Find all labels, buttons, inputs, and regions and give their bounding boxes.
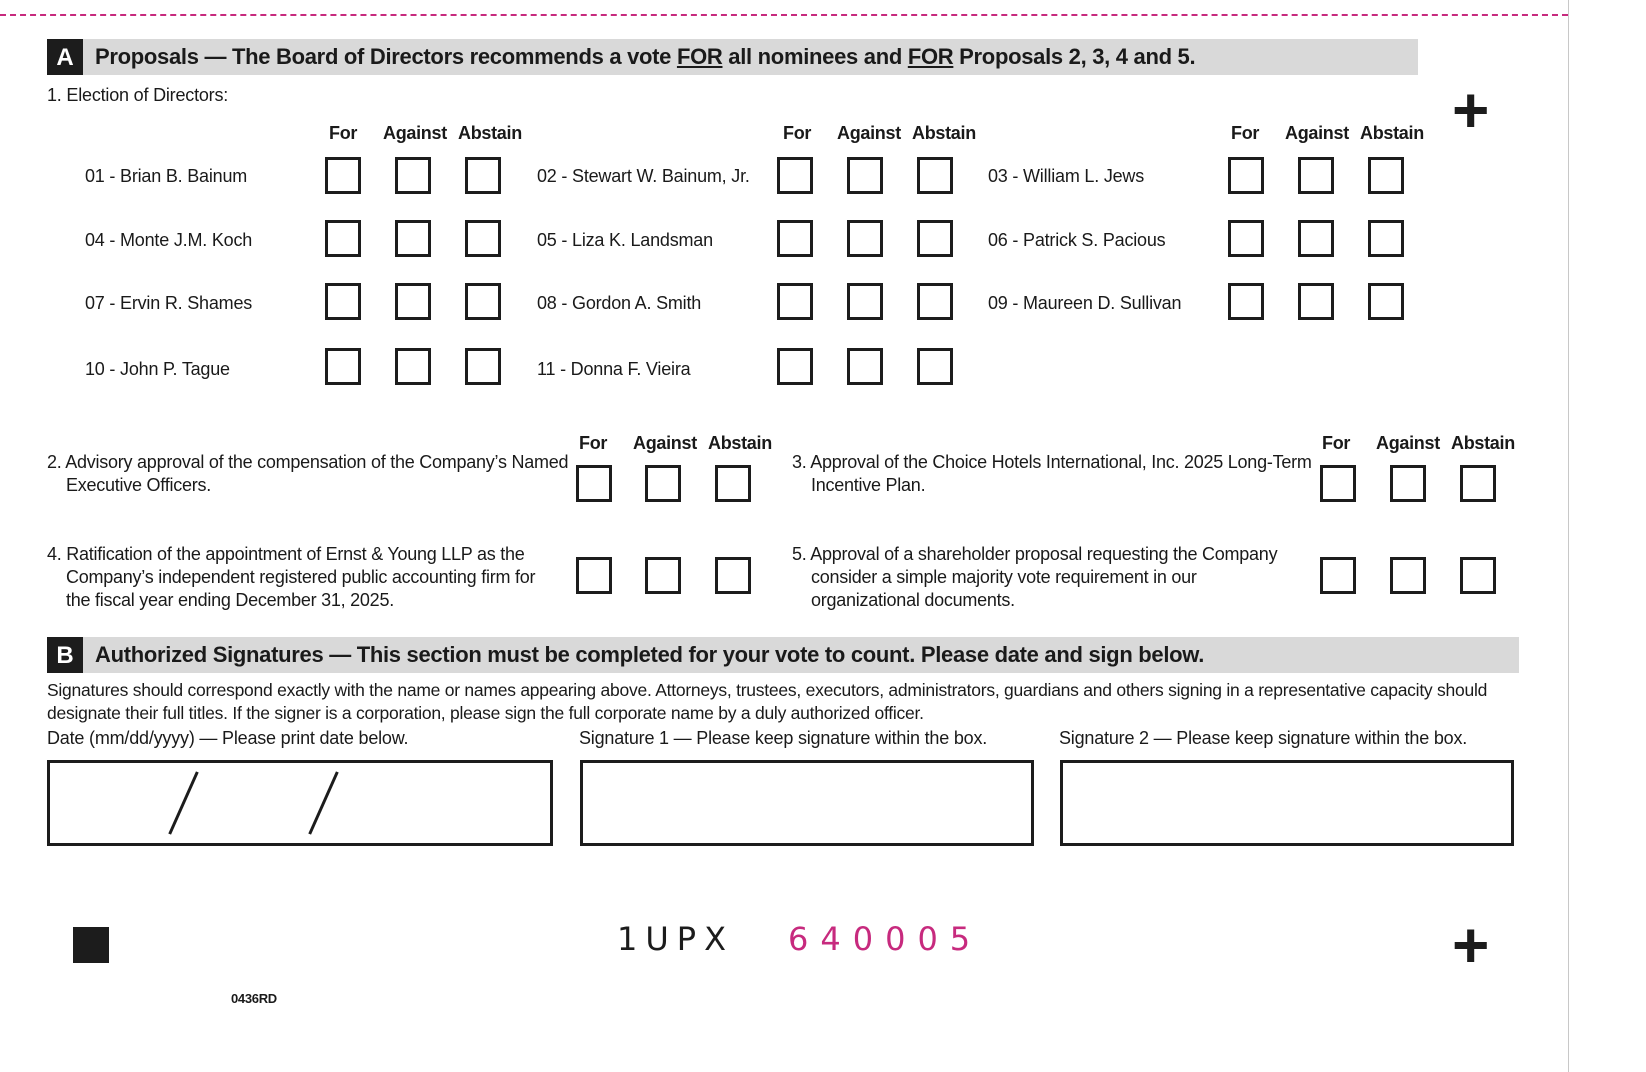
nominee-06-for-checkbox[interactable] xyxy=(1228,220,1264,257)
nominee-01-abstain-checkbox[interactable] xyxy=(465,157,501,194)
proposal-2-text: 2. Advisory approval of the compensation of the Company’s Named Executive Officers. xyxy=(47,452,569,495)
proposal-2-abstain-checkbox[interactable] xyxy=(715,465,751,502)
col-header-abstain: Abstain xyxy=(708,433,772,453)
col-header-for: For xyxy=(1231,123,1260,143)
col-header-for: For xyxy=(579,433,608,453)
nominee-05-abstain-checkbox[interactable] xyxy=(917,220,953,257)
nominee-03-for-checkbox[interactable] xyxy=(1228,157,1264,194)
nominee-05-against-checkbox[interactable] xyxy=(847,220,883,257)
section-b-header xyxy=(47,637,1519,673)
col-header-against: Against xyxy=(1376,433,1440,453)
nominee-04-abstain-checkbox[interactable] xyxy=(465,220,501,257)
nominee-07-name: 07 - Ervin R. Shames xyxy=(85,293,253,313)
proposal-3-against-checkbox[interactable] xyxy=(1390,465,1426,502)
form-small-code: 0436RD xyxy=(231,991,277,1006)
section-a-title: Proposals — The Board of Directors recommends a vote FOR all nominees and FOR Proposals 2, 3, 4 and 5. xyxy=(95,44,1196,69)
col-header-for: For xyxy=(783,123,812,143)
nominee-04-against-checkbox[interactable] xyxy=(395,220,431,257)
proposal-4-abstain-checkbox[interactable] xyxy=(715,557,751,594)
nominee-11-for-checkbox[interactable] xyxy=(777,348,813,385)
nominee-06-abstain-checkbox[interactable] xyxy=(1368,220,1404,257)
registration-plus-top: + xyxy=(1452,74,1490,146)
col-header-against: Against xyxy=(633,433,697,453)
nominee-07-abstain-checkbox[interactable] xyxy=(465,283,501,320)
proposal-5-text: 5. Approval of a shareholder proposal requesting the Company consider a simple majority vote requirement in our organizational documents. xyxy=(792,544,1278,610)
nominee-01-name: 01 - Brian B. Bainum xyxy=(85,166,248,186)
col-header-against: Against xyxy=(837,123,901,143)
election-heading: 1. Election of Directors: xyxy=(47,85,229,105)
tear-line xyxy=(0,14,1568,16)
nominee-02-name: 02 - Stewart W. Bainum, Jr. xyxy=(537,166,750,186)
nominee-09-abstain-checkbox[interactable] xyxy=(1368,283,1404,320)
proposal-2-against-checkbox[interactable] xyxy=(645,465,681,502)
nominee-03-abstain-checkbox[interactable] xyxy=(1368,157,1404,194)
nominee-11-name: 11 - Donna F. Vieira xyxy=(537,359,691,379)
signature-2-box[interactable] xyxy=(1060,760,1514,846)
col-header-for: For xyxy=(329,123,358,143)
proposal-5-against-checkbox[interactable] xyxy=(1390,557,1426,594)
nominee-02-for-checkbox[interactable] xyxy=(777,157,813,194)
nominee-04-name: 04 - Monte J.M. Koch xyxy=(85,230,253,250)
nominee-06-name: 06 - Patrick S. Pacious xyxy=(988,230,1166,250)
nominee-06-against-checkbox[interactable] xyxy=(1298,220,1334,257)
nominee-05-for-checkbox[interactable] xyxy=(777,220,813,257)
signature-2-label: Signature 2 — Please keep signature within the box. xyxy=(1059,728,1468,748)
proposal-3-for-checkbox[interactable] xyxy=(1320,465,1356,502)
nominee-02-abstain-checkbox[interactable] xyxy=(917,157,953,194)
form-code-number: 640005 xyxy=(788,920,983,958)
date-separator-slash xyxy=(308,771,338,834)
proposal-4-against-checkbox[interactable] xyxy=(645,557,681,594)
col-header-abstain: Abstain xyxy=(458,123,522,143)
nominee-11-abstain-checkbox[interactable] xyxy=(917,348,953,385)
nominee-03-against-checkbox[interactable] xyxy=(1298,157,1334,194)
nominee-08-abstain-checkbox[interactable] xyxy=(917,283,953,320)
proposal-4-for-checkbox[interactable] xyxy=(576,557,612,594)
nominee-04-for-checkbox[interactable] xyxy=(325,220,361,257)
nominee-10-abstain-checkbox[interactable] xyxy=(465,348,501,385)
nominee-08-name: 08 - Gordon A. Smith xyxy=(537,293,702,313)
form-code-prefix: 1UPX xyxy=(617,920,734,958)
section-a-header xyxy=(47,39,1418,75)
nominee-02-against-checkbox[interactable] xyxy=(847,157,883,194)
nominee-03-name: 03 - William L. Jews xyxy=(988,166,1145,186)
signature-1-label: Signature 1 — Please keep signature within the box. xyxy=(579,728,988,748)
col-header-for: For xyxy=(1322,433,1351,453)
nominee-10-against-checkbox[interactable] xyxy=(395,348,431,385)
nominee-09-for-checkbox[interactable] xyxy=(1228,283,1264,320)
col-header-against: Against xyxy=(383,123,447,143)
proposal-5-abstain-checkbox[interactable] xyxy=(1460,557,1496,594)
nominee-01-against-checkbox[interactable] xyxy=(395,157,431,194)
registration-plus-bottom: + xyxy=(1452,909,1490,981)
proposal-4-text: 4. Ratification of the appointment of Ernst & Young LLP as the Company’s independent registered public accounting firm for the fiscal year ending December 31, 2025. xyxy=(47,544,536,610)
proposal-5-for-checkbox[interactable] xyxy=(1320,557,1356,594)
nominee-08-for-checkbox[interactable] xyxy=(777,283,813,320)
section-b-letter: B xyxy=(47,637,83,673)
date-label: Date (mm/dd/yyyy) — Please print date below. xyxy=(47,728,409,748)
section-a-letter: A xyxy=(47,39,83,75)
nominee-07-for-checkbox[interactable] xyxy=(325,283,361,320)
col-header-abstain: Abstain xyxy=(1451,433,1515,453)
nominee-08-against-checkbox[interactable] xyxy=(847,283,883,320)
nominee-11-against-checkbox[interactable] xyxy=(847,348,883,385)
nominee-01-for-checkbox[interactable] xyxy=(325,157,361,194)
nominee-09-against-checkbox[interactable] xyxy=(1298,283,1334,320)
proposal-2-for-checkbox[interactable] xyxy=(576,465,612,502)
date-separator-slash xyxy=(168,771,198,834)
nominee-10-for-checkbox[interactable] xyxy=(325,348,361,385)
proposal-3-text: 3. Approval of the Choice Hotels International, Inc. 2025 Long-Term Incentive Plan. xyxy=(792,452,1312,495)
date-input-box[interactable] xyxy=(47,760,553,846)
signature-instructions: Signatures should correspond exactly with the name or names appearing above. Attorneys, trustees, executors, administrators, guardians and others signing in a representative capacity should designate their full titles. If the signer is a corporation, please sign the full corporate name by a duly authorized officer. xyxy=(47,680,1488,723)
signature-1-box[interactable] xyxy=(580,760,1034,846)
nominee-07-against-checkbox[interactable] xyxy=(395,283,431,320)
col-header-abstain: Abstain xyxy=(912,123,976,143)
viewer-background xyxy=(1569,0,1646,1072)
registration-mark-square xyxy=(73,927,109,963)
proposal-3-abstain-checkbox[interactable] xyxy=(1460,465,1496,502)
col-header-against: Against xyxy=(1285,123,1349,143)
nominee-05-name: 05 - Liza K. Landsman xyxy=(537,230,713,250)
section-b-title: Authorized Signatures — This section must be completed for your vote to count. Please date and sign below. xyxy=(95,642,1205,667)
nominee-10-name: 10 - John P. Tague xyxy=(85,359,230,379)
col-header-abstain: Abstain xyxy=(1360,123,1424,143)
nominee-09-name: 09 - Maureen D. Sullivan xyxy=(988,293,1182,313)
